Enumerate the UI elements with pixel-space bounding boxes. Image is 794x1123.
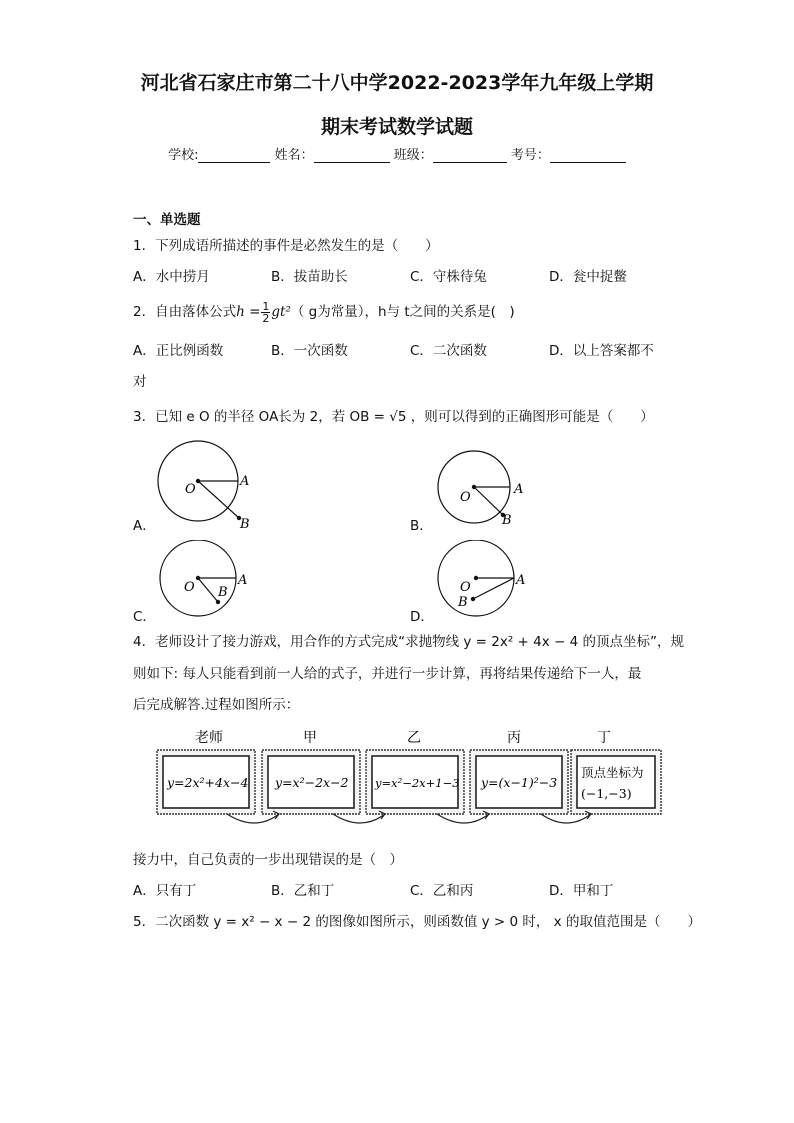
q2-fraction	[261, 301, 270, 324]
step-formula-4: y=(x−1)²−3	[481, 775, 558, 790]
label-b: B	[458, 595, 468, 610]
segment-ob	[474, 487, 503, 515]
person-teacher: 老师	[195, 730, 223, 746]
label-a: A	[240, 474, 250, 489]
final-answer-line2: (−1,−3)	[581, 786, 632, 801]
q3-figure-b	[430, 445, 540, 545]
step-box-4	[470, 750, 568, 814]
final-answer-line1: 顶点坐标为	[581, 765, 644, 780]
q1-option-c[interactable]: C．守株待兔	[410, 269, 487, 285]
step-box-2	[262, 750, 360, 814]
q2-stem-start: 2．自由落体公式	[133, 304, 237, 320]
q2-formula-lhs: h =	[236, 304, 261, 320]
q3-option-c[interactable]: C．	[133, 609, 156, 625]
label-o: O	[185, 482, 196, 497]
q3-figure-d	[430, 540, 540, 640]
segment-ab	[473, 578, 514, 599]
q2-option-b[interactable]: B．一次函数	[271, 343, 348, 359]
class-blank[interactable]	[433, 148, 507, 163]
segment-ob	[198, 578, 218, 602]
question-1-stem: 1．下列成语所描述的事件是必然发生的是（ ）	[133, 238, 439, 254]
section-title: 一、单选题	[133, 212, 201, 228]
q2-option-d[interactable]: D．以上答案都不	[549, 343, 654, 359]
person-bing: 丙	[507, 730, 521, 746]
person-ding: 丁	[597, 730, 611, 746]
q2-option-c[interactable]: C．二次函数	[410, 343, 487, 359]
step-formula-1: y=2x²+4x−4	[167, 775, 249, 790]
point-b	[471, 597, 475, 601]
q3-figure-c	[150, 540, 260, 640]
name-label: 姓名：	[274, 148, 314, 163]
step-box-3	[366, 750, 464, 814]
step-box-1	[157, 750, 255, 814]
q4-option-b[interactable]: B．乙和丁	[271, 883, 335, 899]
step-formula-2: y=x²−2x−2	[275, 775, 349, 790]
label-o: O	[460, 580, 471, 595]
exam-no-blank[interactable]	[550, 148, 626, 163]
q1-option-a[interactable]: A．水中捞月	[133, 269, 210, 285]
q3-option-d[interactable]: D．	[410, 609, 434, 625]
question-3-stem: 3．已知 e O 的半径 OA长为 2，若 OB = √5 ，则可以得到的正确图形可能是（ ）	[133, 409, 654, 425]
label-a: A	[516, 573, 526, 588]
label-a: A	[238, 573, 248, 588]
class-label: 班级：	[393, 148, 433, 163]
q2-frac-num: 1	[262, 299, 270, 313]
q1-option-b[interactable]: B．拔苗助长	[271, 269, 348, 285]
step-box-5	[571, 750, 661, 814]
question-4-stem-3: 后完成解答.过程如图所示：	[133, 697, 300, 713]
label-o: O	[184, 580, 195, 595]
pass-arrow-4	[541, 814, 591, 823]
label-b: B	[218, 585, 228, 600]
q3-figure-a	[150, 440, 260, 540]
label-o: O	[460, 490, 471, 505]
person-yi: 乙	[407, 730, 421, 746]
q3-option-b[interactable]: B．	[410, 518, 433, 534]
q2-frac-den: 2	[262, 311, 270, 325]
pass-arrow-1	[227, 814, 279, 823]
label-a: A	[514, 482, 524, 497]
q2-option-a[interactable]: A．正比例函数	[133, 343, 224, 359]
page-subtitle: 期末考试数学试题	[320, 116, 473, 138]
q4-option-c[interactable]: C．乙和丙	[410, 883, 474, 899]
point-b	[216, 600, 220, 604]
q2-formula-rhs: gt²	[271, 304, 291, 320]
q2-stem-end: （ g为常量），h与 t之间的关系是( )	[290, 304, 515, 320]
q4-option-a[interactable]: A．只有丁	[133, 883, 197, 899]
school-blank[interactable]	[198, 148, 270, 163]
step-formula-3: y=x²−2x+1−3	[375, 776, 460, 790]
question-4-stem-1: 4．老师设计了接力游戏，用合作的方式完成“求抛物线 y = 2x² + 4x − 4 的顶点坐标”，规	[133, 634, 684, 650]
student-info-row	[0, 144, 794, 163]
question-4-ask: 接力中，自己负责的一步出现错误的是（ ）	[133, 852, 403, 868]
label-b: B	[502, 513, 512, 528]
person-jia: 甲	[303, 730, 317, 746]
question-4-stem-2: 则如下: 每人只能看到前一人给的式子，并进行一步计算，再将结果传递给下一人，最	[133, 666, 642, 682]
relay-diagram	[155, 728, 665, 832]
q3-option-a[interactable]: A．	[133, 518, 156, 534]
question-5-stem: 5．二次函数 y = x² − x − 2 的图像如图所示，则函数值 y > 0 时， x 的取值范围是（ ）	[133, 914, 701, 930]
question-2-stem	[133, 300, 515, 324]
school-label: 学校:	[168, 148, 199, 163]
name-blank[interactable]	[314, 148, 390, 163]
pass-arrow-2	[333, 814, 385, 823]
page-title: 河北省石家庄市第二十八中学2022-2023学年九年级上学期	[140, 72, 654, 94]
exam-no-label: 考号：	[510, 148, 550, 163]
label-b: B	[240, 517, 250, 532]
q4-option-d[interactable]: D．甲和丁	[549, 883, 614, 899]
q1-option-d[interactable]: D．瓮中捉鳖	[549, 269, 627, 285]
pass-arrow-3	[437, 814, 489, 823]
q2-option-d-wrap: 对	[133, 374, 147, 390]
